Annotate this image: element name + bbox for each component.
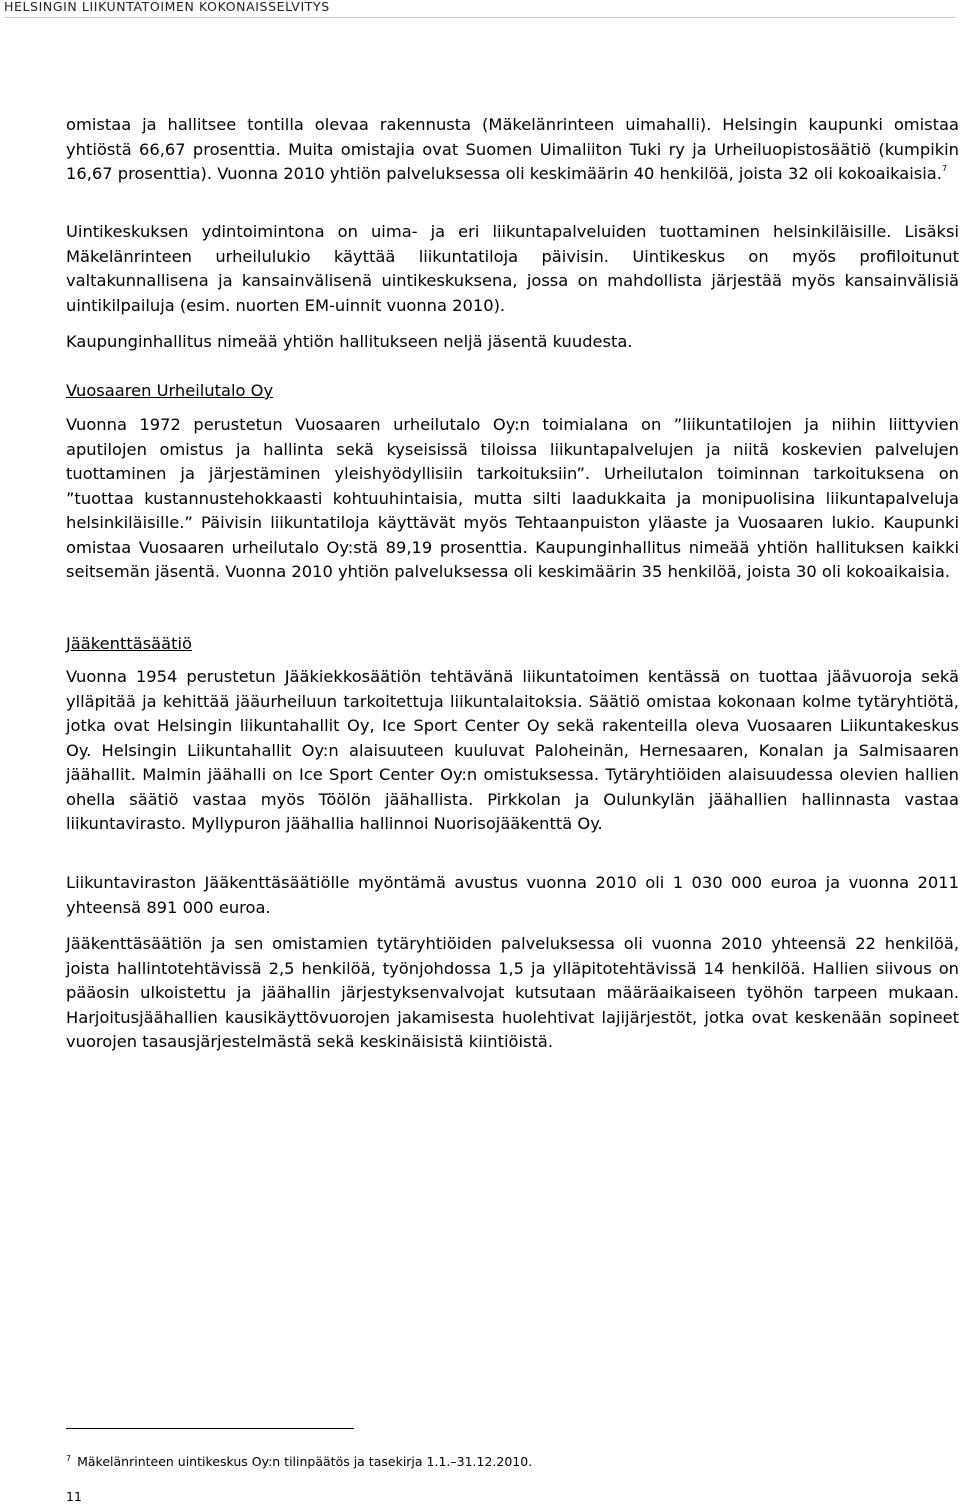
footnote-reference[interactable]: 7 bbox=[941, 163, 948, 173]
jaakentta-paragraph-1: Vuonna 1954 perustetun Jääkiekkosäätiön tehtävänä liikuntatoimen kentässä on tuottaa jäävuoroja sekä ylläpitää ja kehittää jääurheiluun tarkoitettuja liikuntalaitoksia. Säätiö omistaa kokonaan kolme tytäryhtiötä, jotka ovat Helsingin liikuntahallit Oy, Ice Sport Center Oy sekä rakenteilla oleva Vuosaaren Liikuntakeskus Oy. Helsingin Liikuntahallit Oy:n alaisuuteen kuuluvat Paloheinän, Hernesaaren, Konalan ja Salmisaaren jäähallit. Malmin jäähalli on Ice Sport Center Oy:n omistuksessa. Tytäryhtiöiden alaisuudessa olevien hallien ohella säätiö vastaa myös Töölön jäähallista. Pirkkolan ja Oulunkylän jäähallien hallinnasta vastaa liikuntavirasto. Myllypuron jäähallia hallinnoi Nuorisojääkenttä Oy. bbox=[66, 667, 959, 833]
footnote bbox=[66, 1454, 532, 1472]
footnote-number: 7 bbox=[66, 1454, 72, 1463]
intro-paragraph-3: Kaupunginhallitus nimeää yhtiön hallitukseen neljä jäsentä kuudesta. bbox=[66, 332, 633, 351]
document-title: HELSINGIN LIIKUNTATOIMEN KOKONAISSELVITYS bbox=[4, 0, 330, 14]
jaakentta-paragraph-3: Jääkenttäsäätiön ja sen omistamien tytäryhtiöiden palveluksessa oli vuonna 2010 yhteensä 22 henkilöä, joista hallintotehtävissä 2,5 henkilöä, työnjohdossa 1,5 ja ylläpitotehtävissä 14 henkilöä. Hallien siivous on pääosin ulkoistettu ja jäähallin järjestyksenvalvojat kutsutaan määräaikaiseen työhön tarpeen mukaan. Harjoitusjäähallien kausikäyttövuorojen jakamisesta huolehtivat lajijärjestöt, jotka ovat keskenään sopineet vuorojen tasausjärjestelmästä sekä keskinäisistä kiintiöistä. bbox=[66, 934, 959, 1051]
footnote-text: Mäkelänrinteen uintikeskus Oy:n tilinpäätös ja tasekirja 1.1.–31.12.2010. bbox=[77, 1454, 533, 1469]
footnote-divider bbox=[66, 1428, 354, 1429]
intro-paragraph-1 bbox=[66, 113, 959, 187]
intro-paragraph-2: Uintikeskuksen ydintoimintona on uima- ja eri liikuntapalveluiden tuottaminen helsinkiläisille. Lisäksi Mäkelänrinteen urheilulukio käyttää liikuntatiloja päivisin. Uintikeskus on myös profiloitunut valtakunnallisena ja kansainvälisenä uintikeskuksena, jossa on mahdollista järjestää myös kansainvälisiä uintikilpailuja (esim. nuorten EM-uinnit vuonna 2010). bbox=[66, 222, 959, 315]
section-heading-vuosaari: Vuosaaren Urheilutalo Oy bbox=[66, 381, 274, 400]
jaakentta-paragraph-2: Liikuntaviraston Jääkenttäsäätiölle myöntämä avustus vuonna 2010 oli 1 030 000 euroa ja vuonna 2011 yhteensä 891 000 euroa. bbox=[66, 873, 959, 917]
vuosaari-paragraph: Vuonna 1972 perustetun Vuosaaren urheilutalo Oy:n toimialana on ”liikuntatilojen ja niihin liittyvien aputilojen omistus ja hallinta sekä kyseisissä tiloissa liikuntapalvelujen ja niitä koskevien palvelujen tuottaminen ja järjestäminen yleishyödyllisiin tarkoituksiin”. Urheilutalon toiminnan tarkoituksena on ”tuottaa kustannustehokkaasti kohtuuhintaisia, mutta silti laadukkaita ja monipuolisina liikuntapalveluja helsinkiläisille.” Päivisin liikuntatiloja käyttävät myös Tehtaanpuiston yläaste ja Vuosaaren lukio. Kaupunki omistaa Vuosaaren urheilutalo Oy:stä 89,19 prosenttia. Kaupunginhallitus nimeää yhtiön hallituksen kaikki seitsemän jäsentä. Vuonna 2010 yhtiön palveluksessa oli keskimäärin 35 henkilöä, joista 30 oli kokoaikaisia. bbox=[66, 415, 959, 581]
section-heading-jaakenttasaatio: Jääkenttäsäätiö bbox=[66, 634, 192, 653]
running-header bbox=[4, 0, 956, 18]
page-number: 11 bbox=[66, 1489, 82, 1504]
intro-paragraph-1-text: omistaa ja hallitsee tontilla olevaa rakennusta (Mäkelänrinteen uimahalli). Helsingin kaupunki omistaa yhtiöstä 66,67 prosenttia. Muita omistajia ovat Suomen Uimaliiton Tuki ry ja Urheiluopistosäätiö (kumpikin 16,67 prosenttia). Vuonna 2010 yhtiön palveluksessa oli keskimäärin 40 henkilöä, joista 32 oli kokoaikaisia. bbox=[66, 115, 959, 183]
